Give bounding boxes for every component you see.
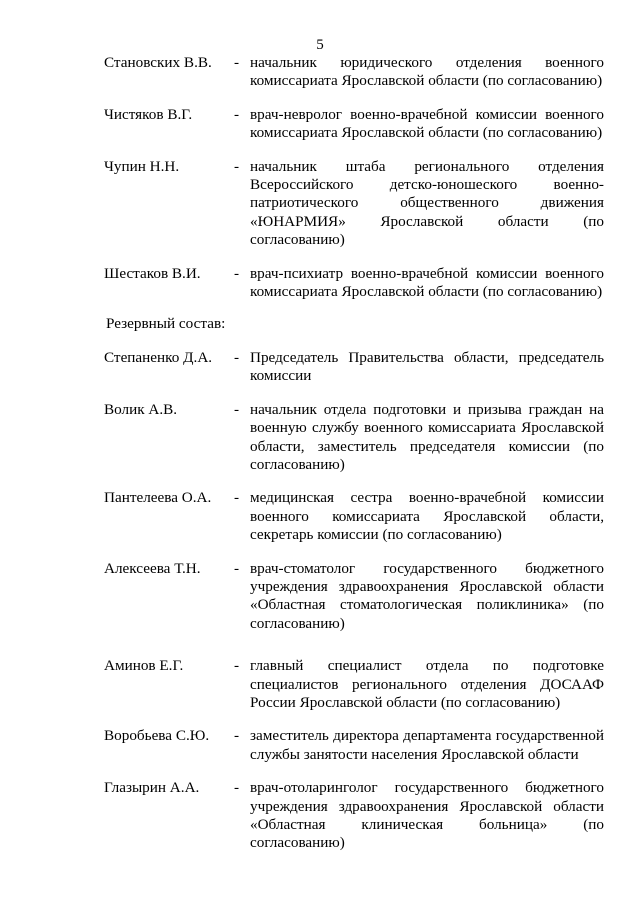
dash: - bbox=[234, 348, 240, 366]
member-name: Степаненко Д.А. bbox=[104, 348, 213, 366]
member-name: Чупин Н.Н. bbox=[104, 157, 180, 175]
member-name: Аминов Е.Г. bbox=[104, 657, 184, 675]
member-name: Шестаков В.И. bbox=[104, 264, 201, 282]
dash: - bbox=[234, 559, 240, 577]
list-item bbox=[0, 489, 640, 544]
member-role: главный специалист отдела по подготовке специалистов регионального отделения ДОСААФ России Ярославской области (по согласованию) bbox=[250, 657, 604, 711]
dash: - bbox=[234, 727, 240, 745]
member-role: медицинская сестра военно-врачебной комиссии военного комиссариата Ярославской области, секретарь комиссии (по согласованию) bbox=[250, 489, 604, 544]
member-role: Председатель Правительства области, председатель комиссии bbox=[250, 348, 604, 385]
member-name: Глазырин А.А. bbox=[104, 779, 200, 797]
member-name: Волик А.В. bbox=[104, 400, 178, 418]
member-role: начальник отдела подготовки и призыва граждан на военную службу военного комиссариата Ярославской области, заместитель председателя комиссии (по согласованию) bbox=[250, 400, 604, 473]
list-item bbox=[0, 779, 640, 853]
reserve-section-title: Резервный состав: bbox=[106, 315, 226, 333]
dash: - bbox=[234, 264, 240, 282]
member-name: Чистяков В.Г. bbox=[104, 105, 193, 123]
member-name: Становских В.В. bbox=[104, 54, 212, 71]
page-number: 5 bbox=[316, 37, 324, 53]
dash: - bbox=[234, 157, 240, 175]
member-role: врач-психиатр военно-врачебной комиссии военного комиссариата Ярославской области (по согласованию) bbox=[250, 264, 604, 301]
member-role: врач-отоларинголог государственного бюджетного учреждения здравоохранения Ярославской области «Областная клиническая больница» (по согласованию) bbox=[250, 779, 604, 852]
member-name: Пантелеева О.А. bbox=[104, 489, 212, 507]
member-role: начальник юридического отделения военного комиссариата Ярославской области (по согласованию) bbox=[250, 54, 604, 90]
member-role: врач-невролог военно-врачебной комиссии военного комиссариата Ярославской области (по согласованию) bbox=[250, 105, 604, 142]
dash: - bbox=[234, 779, 240, 797]
member-name: Воробьева С.Ю. bbox=[104, 727, 210, 745]
member-name: Алексеева Т.Н. bbox=[104, 559, 201, 577]
member-role: врач-стоматолог государственного бюджетного учреждения здравоохранения Ярославской области «Областная стоматологическая поликлиника» (по согласованию) bbox=[250, 559, 604, 632]
list-item bbox=[0, 106, 640, 143]
dash: - bbox=[234, 657, 240, 675]
list-item bbox=[0, 349, 640, 386]
list-item bbox=[0, 265, 640, 302]
member-role: начальник штаба регионального отделения Всероссийского детско-юношеского военно-патриотического общественного движения «ЮНАРМИЯ» Ярославской области (по согласованию) bbox=[250, 157, 604, 249]
list-item bbox=[0, 657, 640, 712]
dash: - bbox=[234, 105, 240, 123]
dash: - bbox=[234, 489, 240, 507]
dash: - bbox=[234, 400, 240, 418]
list-item bbox=[0, 401, 640, 475]
list-item bbox=[0, 560, 640, 634]
commission-list bbox=[0, 54, 640, 853]
list-item bbox=[0, 158, 640, 250]
member-role: заместитель директора департамента государственной службы занятости населения Ярославской области bbox=[250, 727, 604, 763]
dash: - bbox=[234, 54, 240, 71]
list-item bbox=[0, 727, 640, 764]
list-item bbox=[0, 54, 640, 91]
